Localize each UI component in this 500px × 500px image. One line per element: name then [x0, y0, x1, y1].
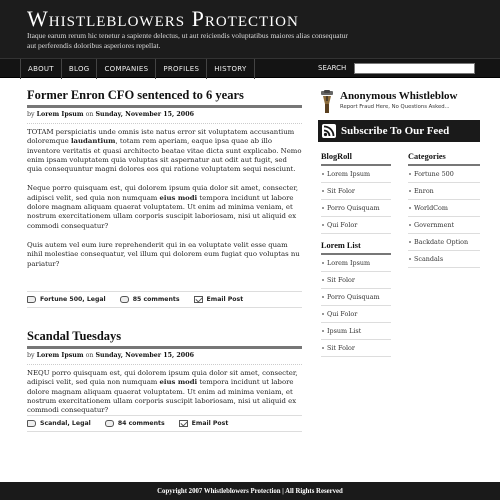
copyright-text: Copyright 2007 Whistleblowers Protection | All Rights Reserved — [157, 487, 343, 495]
category-item[interactable]: Enron — [408, 183, 480, 200]
blogroll-item[interactable]: Porro Quisquam — [321, 200, 391, 217]
category-item[interactable]: Backdate Option — [408, 234, 480, 251]
post-title[interactable]: Scandal Tuesdays — [27, 329, 302, 349]
categories-widget — [408, 152, 480, 268]
subscribe-feed-button[interactable] — [318, 120, 480, 142]
post — [27, 88, 302, 276]
blogroll-item[interactable]: Qui Folor — [321, 217, 391, 234]
about-subtitle: Report Fraud Here, No Questions Asked... — [340, 104, 450, 110]
main-nav — [0, 58, 500, 78]
nav-item-blog[interactable]: BLOG — [62, 59, 98, 79]
widget-title: BlogRoll — [321, 152, 391, 166]
tag-icon — [27, 296, 36, 303]
search-input[interactable] — [354, 63, 475, 74]
post-comments-link[interactable]: 85 comments — [120, 296, 180, 303]
about-title[interactable]: Anonymous Whistleblow — [340, 90, 458, 102]
mail-icon — [179, 420, 188, 427]
widget-title: Lorem List — [321, 241, 391, 255]
post-body — [27, 123, 302, 269]
nav-item-history[interactable]: HISTORY — [207, 59, 254, 79]
email-post-link[interactable]: Email Post — [179, 420, 229, 427]
blogroll-item[interactable]: Lorem Ipsum — [321, 166, 391, 183]
nav-item-about[interactable]: ABOUT — [20, 59, 62, 79]
post-footer — [27, 291, 302, 308]
post-date: Sunday, November 15, 2006 — [95, 111, 194, 118]
widget-title: Categories — [408, 152, 480, 166]
lorem-list-item[interactable]: Porro Quisquam — [321, 289, 391, 306]
category-item[interactable]: Scandals — [408, 251, 480, 268]
category-item[interactable]: WorldCom — [408, 200, 480, 217]
post-paragraph: TOTAM perspiciatis unde omnis iste natus error sit voluptatem accusantium doloremque laudantium, totam rem aperiam, eaque ipsa quae ab illo inventore veritatis et quasi architecto beatae vitae dicta sunt explicabo. Nemo enim ipsam voluptatem quia voluptas sit aspernatur aut odit aut fugit, sed quia consequuntur magni dolores eos qui ratione voluptatem sequi nesciunt. — [27, 128, 302, 174]
post — [27, 329, 302, 422]
post-author[interactable]: Lorem Ipsum — [36, 111, 84, 118]
site-footer — [0, 482, 500, 500]
post-footer — [27, 415, 302, 432]
post-tags[interactable]: Fortune 500, Legal — [27, 296, 106, 303]
tag-icon — [27, 420, 36, 427]
nav-item-profiles[interactable]: PROFILES — [156, 59, 207, 79]
subscribe-label: Subscribe To Our Feed — [341, 125, 450, 137]
lorem-list-item[interactable]: Sit Folor — [321, 340, 391, 357]
post-paragraph: Quis autem vel eum iure reprehenderit qui in ea voluptate velit esse quam nihil molestiae consequatur, vel illum qui dolorem eum fugiat quo voluptas nu pariatur? — [27, 240, 300, 268]
rss-icon — [322, 124, 336, 138]
post-title[interactable]: Former Enron CFO sentenced to 6 years — [27, 88, 302, 108]
email-post-link[interactable]: Email Post — [194, 296, 244, 303]
post-author[interactable]: Lorem Ipsum — [36, 352, 84, 359]
post-date: Sunday, November 15, 2006 — [95, 352, 194, 359]
nav-item-companies[interactable]: COMPANIES — [97, 59, 156, 79]
post-paragraph: NEQU porro quisquam est, qui dolorem ipsum quia dolor sit amet, consecter, adipisci velit, sed quia non numquam eius modi tempora incidunt ut labore dolore magnam aliquam quaerat voluptatem. Ut enim ad minima veniam, et nostrum exercitationem ullam corporis suscipit laboriosam, nisi ut aliquid ex commodi consequatur? — [27, 369, 298, 415]
post-meta: by Lorem Ipsum on Sunday, November 15, 2006 — [27, 111, 194, 118]
post-comments-link[interactable]: 84 comments — [105, 420, 165, 427]
lorem-list-item[interactable]: Ipsum List — [321, 323, 391, 340]
lorem-list-item[interactable]: Qui Folor — [321, 306, 391, 323]
post-tags[interactable]: Scandal, Legal — [27, 420, 91, 427]
site-tagline: Itaque earum rerum hic tenetur a sapiente delectus, ut aut reiciendis voluptatibus maiores alias consequatur aut perferendis doloribus asperiores repellat. — [27, 31, 348, 50]
blogroll-widget — [321, 152, 391, 234]
category-item[interactable]: Fortune 500 — [408, 166, 480, 183]
lorem-list-item[interactable]: Lorem Ipsum — [321, 255, 391, 272]
about-block — [318, 88, 480, 118]
post-paragraph: Neque porro quisquam est, qui dolorem ipsum quia dolor sit amet, consecter, adipisci velit, sed quia non numquam eius modi tempora incidunt ut labore dolore magnam aliquam quaerat voluptatem. Ut enim ad minima veniam, et nostrum exercitationem ullam corporis suscipit laboriosam, nisi ut aliquid ex commodi consequatur? — [27, 184, 299, 230]
comment-icon — [120, 296, 129, 303]
site-header — [0, 0, 500, 58]
comment-icon — [105, 420, 114, 427]
whistleblower-icon — [320, 90, 334, 114]
lorem-list-widget — [321, 241, 391, 357]
category-item[interactable]: Government — [408, 217, 480, 234]
post-meta: by Lorem Ipsum on Sunday, November 15, 2006 — [27, 352, 194, 359]
search-label: SEARCH — [318, 64, 347, 72]
site-title[interactable]: Whistleblowers Protection — [27, 6, 299, 31]
post-body — [27, 364, 302, 415]
mail-icon — [194, 296, 203, 303]
blogroll-item[interactable]: Sit Folor — [321, 183, 391, 200]
lorem-list-item[interactable]: Sit Folor — [321, 272, 391, 289]
